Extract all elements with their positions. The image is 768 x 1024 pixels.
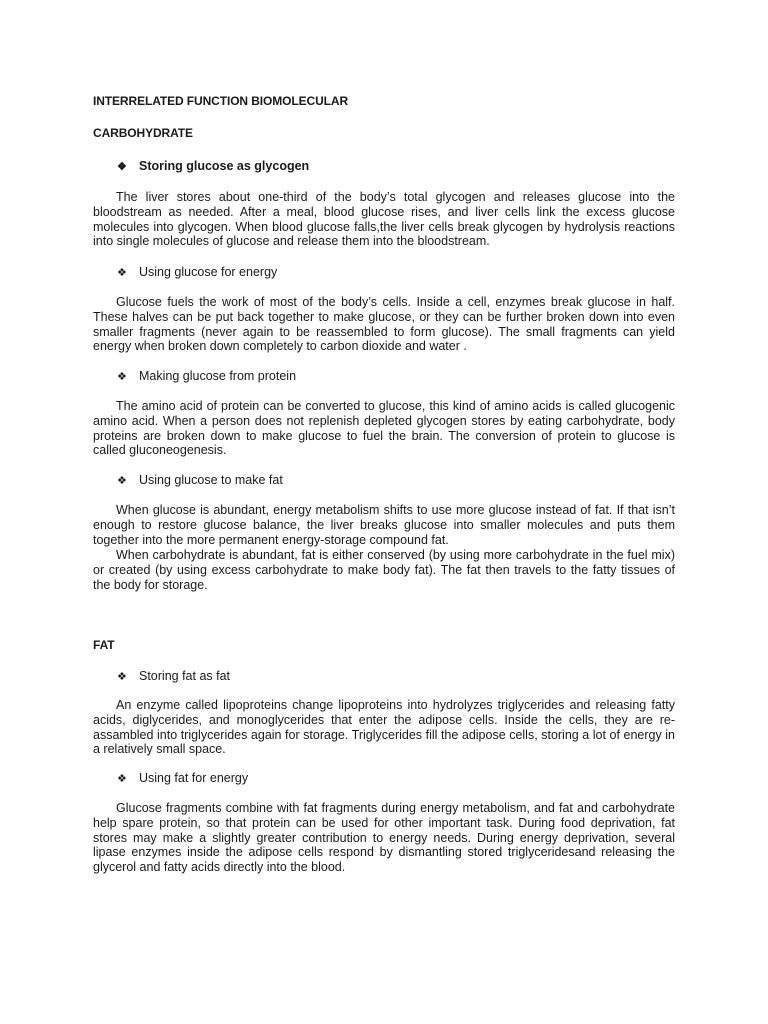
bullet-using-glucose-energy (117, 265, 277, 279)
section-heading-fat: FAT (93, 638, 115, 652)
paragraph: When glucose is abundant, energy metabolism shifts to use more glucose instead of fat. If that isn’t enough to restore glucose balance, the liver breaks glucose into smaller molecules and puts them together into the more permanent energy-storage compound fat. (93, 503, 675, 547)
bullet-using-fat-energy (117, 771, 248, 785)
bullet-label: Making glucose from protein (139, 369, 297, 383)
paragraph: When carbohydrate is abundant, fat is either conserved (by using more carbohydrate in the fuel mix) or created (by using excess carbohydrate to make body fat). The fat then travels to the fatty tissues of the body for storage. (93, 548, 675, 592)
bullet-glucose-make-fat (117, 473, 283, 487)
diamond-bullet-icon: ❖ (117, 474, 127, 487)
paragraph: The liver stores about one-third of the body’s total glycogen and releases glucose into the bloodstream as needed. After a meal, blood glucose rises, and liver cells link the excess glucose molecules into glycogen. When blood glucose falls,the liver cells break glycogen by hydrolysis reactions into single molecules of glucose and release them into the bloodstream. (93, 190, 675, 249)
paragraph: Glucose fuels the work of most of the body’s cells. Inside a cell, enzymes break glucose in half. These halves can be put back together to make glucose, or they can be further broken down into even smaller fragments (never again to be reassembled to form glucose). The small fragments can yield energy when broken down completely to carbon dioxide and water . (93, 295, 675, 354)
diamond-bullet-icon: ❖ (117, 772, 127, 785)
bullet-storing-fat (117, 669, 230, 683)
bullet-storing-glucose (117, 159, 309, 173)
bullet-label: Storing glucose as glycogen (139, 159, 310, 173)
paragraph: An enzyme called lipoproteins change lipoproteins into hydrolyzes triglycerides and releasing fatty acids, diglycerides, and monoglycerides that enter the adipose cells. Inside the cells, they are re-assambled into triglycerides again for storage. Triglycerides fill the adipose cells, storing a lot of energy in a relatively small space. (93, 698, 675, 757)
bullet-label: Using glucose for energy (139, 265, 278, 279)
bullet-label: Using fat for energy (139, 771, 249, 785)
paragraph: Glucose fragments combine with fat fragments during energy metabolism, and fat and carbohydrate help spare protein, so that protein can be used for other important task. During food deprivation, fat stores may make a slightly greater contribution to energy needs. During energy deprivation, several lipase enzymes inside the adipose cells respond by dismantling stored triglyceridesand releasing the glycerol and fatty acids directly into the blood. (93, 801, 675, 875)
bullet-making-glucose-protein (117, 369, 296, 383)
bullet-label: Storing fat as fat (139, 669, 231, 683)
bullet-label: Using glucose to make fat (139, 473, 283, 487)
diamond-bullet-icon: ❖ (117, 670, 127, 683)
paragraph: The amino acid of protein can be converted to glucose, this kind of amino acids is called glucogenic amino acid. When a person does not replenish depleted glycogen stores by eating carbohydrate, body proteins are broken down to make glucose to fuel the brain. The conversion of protein to glucose is called gluconeogenesis. (93, 399, 675, 458)
diamond-bullet-icon: ❖ (117, 266, 127, 279)
diamond-bullet-icon: ❖ (117, 370, 127, 383)
section-heading-carbohydrate: CARBOHYDRATE (93, 126, 193, 140)
document-title: INTERRELATED FUNCTION BIOMOLECULAR (93, 94, 349, 108)
diamond-bullet-icon: ❖ (117, 160, 127, 173)
